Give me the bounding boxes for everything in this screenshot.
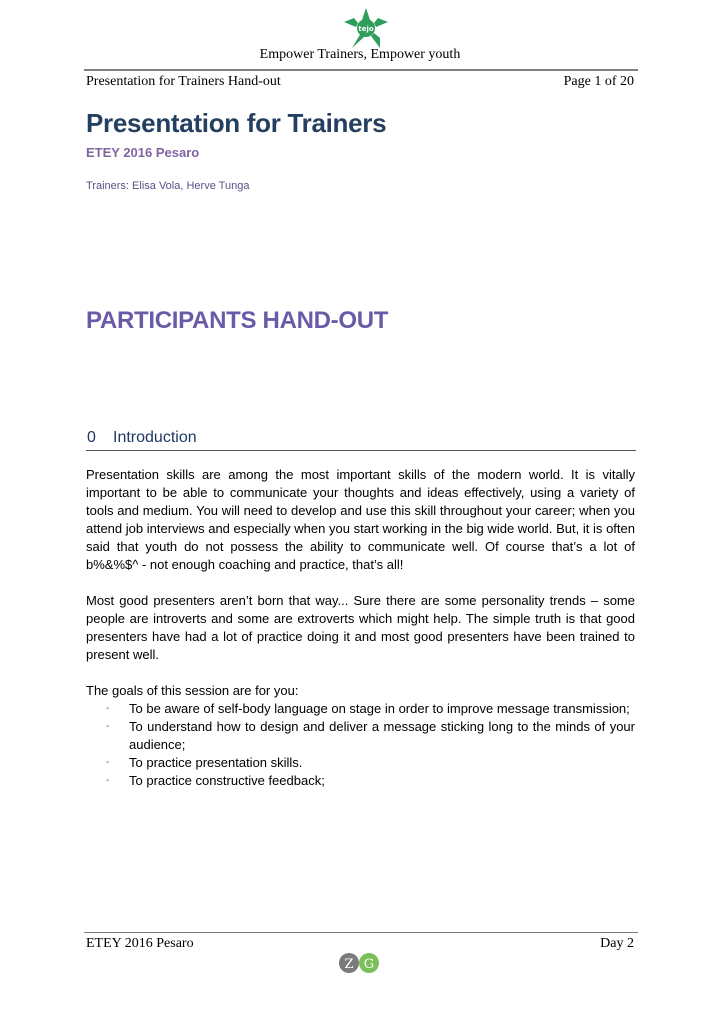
section-title: Introduction bbox=[113, 429, 197, 446]
intro-paragraph-2: Most good presenters aren’t born that way... Sure there are some personality trends – some people are introverts and some are extroverts which might help. The simple truth is that good presenters have had a lot of practice doing it and most good presenters have been trained to present well. bbox=[86, 593, 635, 662]
participants-handout-title: PARTICIPANTS HAND-OUT bbox=[86, 307, 389, 334]
page-header bbox=[86, 72, 634, 92]
footer-rule bbox=[84, 932, 638, 933]
list-item bbox=[86, 772, 635, 790]
list-marker: - bbox=[106, 721, 110, 732]
footer-day: Day 2 bbox=[600, 936, 634, 951]
goal-text: To practice presentation skills. bbox=[129, 755, 303, 770]
zg-logo-letter-g: G bbox=[363, 957, 375, 972]
tejo-logo-text: tejo bbox=[358, 25, 374, 33]
section-number: 0 bbox=[87, 429, 96, 446]
goal-text: To practice constructive feedback; bbox=[129, 773, 325, 788]
goal-text: To understand how to design and deliver a message sticking long to the minds of your audience; bbox=[129, 719, 635, 752]
section-heading bbox=[86, 428, 636, 451]
list-item bbox=[86, 718, 635, 754]
header-rule bbox=[84, 69, 638, 71]
list-marker: - bbox=[106, 775, 110, 786]
document-title: Presentation for Trainers bbox=[86, 108, 387, 138]
footer-event: ETEY 2016 Pesaro bbox=[86, 936, 194, 951]
tejo-star-logo-icon bbox=[342, 8, 390, 48]
trainers-line: Trainers: Elisa Vola, Herve Tunga bbox=[86, 180, 250, 192]
list-marker: - bbox=[106, 703, 110, 714]
tagline: Empower Trainers, Empower youth bbox=[259, 47, 461, 62]
header-page-number: Page 1 of 20 bbox=[563, 74, 634, 89]
intro-paragraph-1: Presentation skills are among the most important skills of the modern world. It is vitally important to be able to communicate your thoughts and ideas effectively, using a variety of tools and medium. You will need to develop and use this skill throughout your career; when you attend job interviews and especially when you start working in the big wide world. But, it is often said that youth do not possess the ability to communicate well. Of course that’s a lot of b%&%$^ - not enough coaching and practice, that’s all! bbox=[86, 467, 635, 572]
zg-logo-letter-z: Z bbox=[344, 957, 354, 972]
list-item bbox=[86, 700, 635, 718]
header-document-title: Presentation for Trainers Hand-out bbox=[86, 74, 281, 89]
zg-logo-icon bbox=[336, 951, 384, 975]
list-item bbox=[86, 754, 635, 772]
document-subtitle: ETEY 2016 Pesaro bbox=[86, 145, 200, 160]
goal-text: To be aware of self-body language on stage in order to improve message transmission; bbox=[129, 701, 630, 716]
list-marker: - bbox=[106, 757, 110, 768]
goals-list bbox=[86, 700, 635, 790]
goals-intro: The goals of this session are for you: bbox=[86, 683, 299, 698]
